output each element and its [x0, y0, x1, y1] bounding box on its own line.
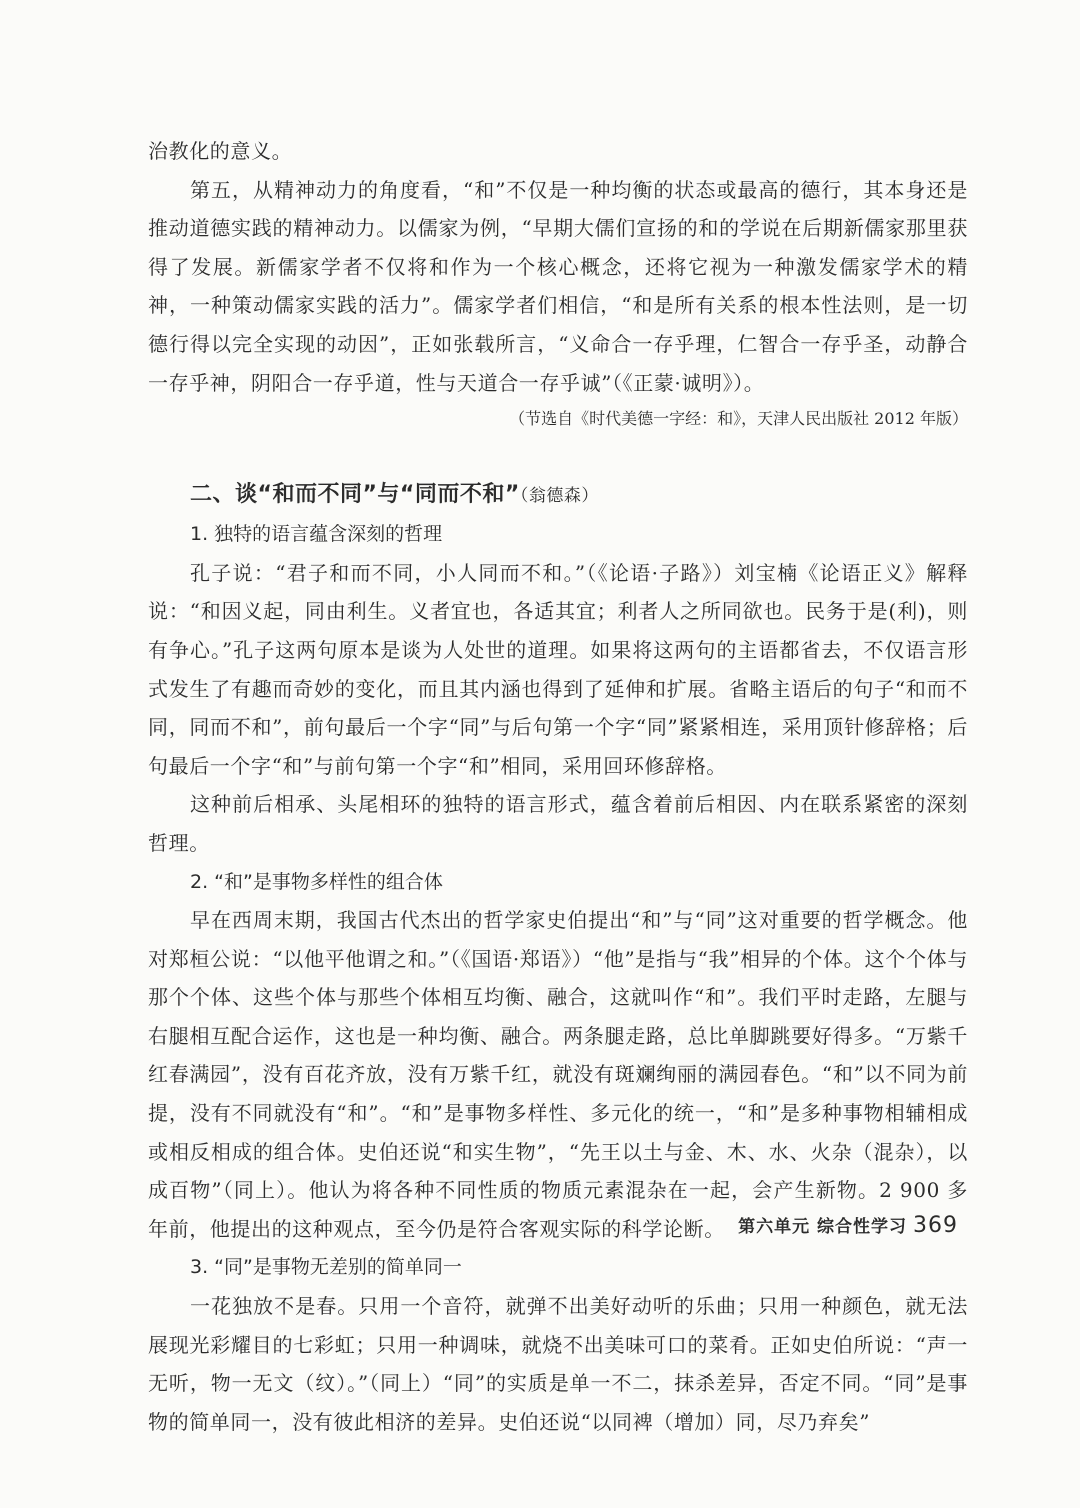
paragraph: 一花独放不是春。只用一个音符，就弹不出美好动听的乐曲；只用一种颜色，就无法展现光彩耀目的七彩虹；只用一种调味，就烧不出美味可口的菜肴。正如史伯所说：“声一无听，物一无文（纹）。”（同上）“同”的实质是单一不二，抹杀差异，否定不同。“同”是事物的简单同一，没有彼此相济的差异。史伯还说“以同裨（增加）同，尽乃弃矣” — [148, 1294, 968, 1434]
unit-label: 第六单元 综合性学习 — [738, 1217, 907, 1237]
section-author: （翁德森） — [519, 486, 599, 507]
paragraph: 孔子说：“君子和而不同，小人同而不和。”（《论语·子路》）刘宝楠《论语正义》解释说：“和因义起，同由利生。义者宜也，各适其宜；利者人之所同欲也。民务于是(利)，则有争心。”孔子这两句原本是谈为人处世的道理。如果将这两句的主语都省去，不仅语言形式发生了有趣而奇妙的变化，而且其内涵也得到了延伸和扩展。省略主语后的句子“和而不同，同而不和”，前句最后一个字“同”与后句第一个字“同”紧紧相连，采用顶针修辞格；后句最后一个字“和”与前句第一个字“和”相同，采用回环修辞格。 — [148, 560, 968, 778]
paragraph: 这种前后相承、头尾相环的独特的语言形式，蕴含着前后相因、内在联系紧密的深刻哲理。 — [148, 792, 968, 855]
section-title: 二、谈“和而不同”与“同而不和” — [190, 482, 520, 508]
subheading: 1. 独特的语言蕴含深刻的哲理 — [190, 523, 443, 546]
paragraph: 第五，从精神动力的角度看，“和”不仅是一种均衡的状态或最高的德行，其本身还是推动道德实践的精神动力。以儒家为例，“早期大儒们宣扬的和的学说在后期新儒家那里获得了发展。新儒家学者不仅将和作为一个核心概念，还将它视为一种激发儒家学术的精神，一种策动儒家实践的活力”。儒家学者们相信，“和是所有关系的根本性法则，是一切德行得以完全实现的动因”，正如张载所言，“义命合一存乎理，仁智合一存乎圣，动静合一存乎神，阴阳合一存乎道，性与天道合一存乎诚”（《正蒙·诚明》）。 — [148, 177, 968, 395]
subheading: 3. “同”是事物无差别的简单同一 — [190, 1256, 462, 1279]
subheading: 2. “和”是事物多样性的组合体 — [190, 870, 443, 893]
source-citation: （节选自《时代美德一字经：和》，天津人民出版社 2012 年版） — [509, 409, 968, 429]
page-number: 369 — [913, 1213, 958, 1238]
paragraph: 治教化的意义。 — [148, 139, 293, 163]
paragraph: 早在西周末期，我国古代杰出的哲学家史伯提出“和”与“同”这对重要的哲学概念。他对郑桓公说：“以他平他谓之和。”（《国语·郑语》）“他”是指与“我”相异的个体。这个个体与那个个体、这些个体与那些个体相互均衡、融合，这就叫作“和”。我们平时走路，左腿与右腿相互配合运作，这也是一种均衡、融合。两条腿走路，总比单脚跳要好得多。“万紫千红春满园”，没有百花齐放，没有万紫千红，就没有斑斓绚丽的满园春色。“和”以不同为前提，没有不同就没有“和”。“和”是事物多样性、多元化的统一，“和”是多种事物相辅相成或相反相成的组合体。史伯还说“和实生物”，“先王以土与金、木、水、火杂（混杂），以成百物”（同上）。他认为将各种不同性质的物质元素混杂在一起，会产生新物。2 900 多年前，他提出的这种观点，至今仍是符合客观实际的科学论断。 — [148, 908, 968, 1241]
body-text — [148, 132, 968, 1441]
page-footer — [738, 1212, 958, 1238]
section-heading — [190, 476, 968, 515]
